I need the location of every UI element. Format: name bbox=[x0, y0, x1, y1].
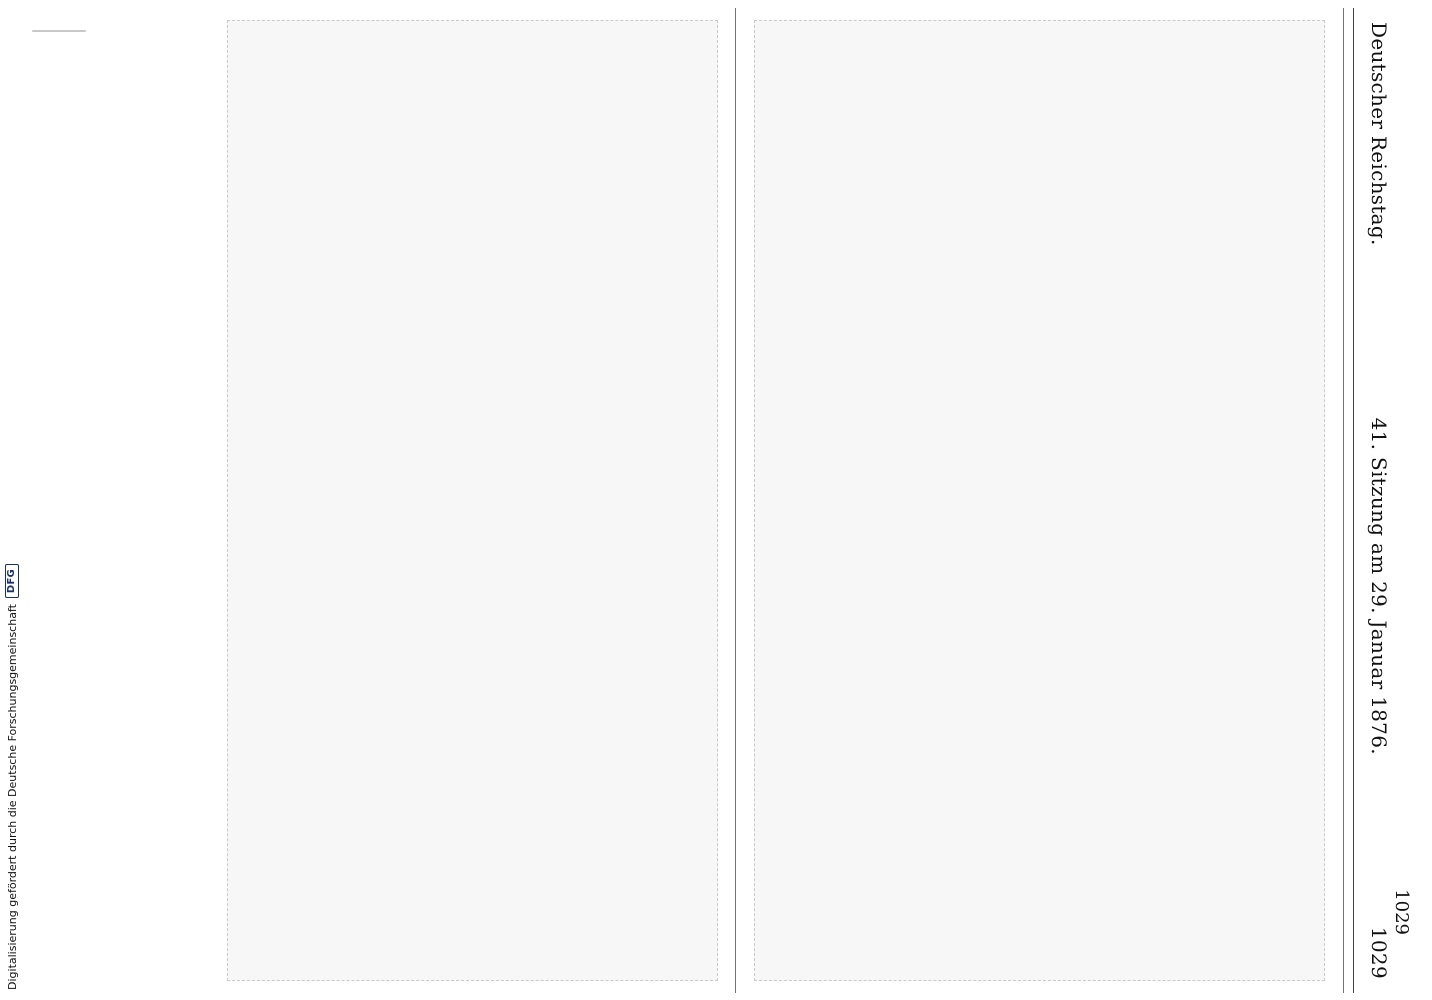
page-number: 1029 bbox=[1391, 889, 1412, 935]
column-divider-right bbox=[1343, 8, 1344, 993]
column-right bbox=[742, 8, 1337, 993]
running-head-line bbox=[1353, 8, 1405, 993]
column-left-text-block bbox=[227, 20, 718, 981]
running-head-center: 41. Sitzung am 29. Januar 1876. bbox=[1367, 417, 1392, 755]
printed-page bbox=[215, 8, 1412, 993]
column-left-inner bbox=[215, 8, 730, 993]
column-right-text-block bbox=[754, 20, 1325, 981]
attribution-text-line bbox=[0, 0, 24, 1000]
scan-smudge bbox=[32, 30, 86, 32]
attribution-text: Digitalisierung gefördert durch die Deutsche Forschungsgemeinschaft bbox=[5, 604, 19, 990]
column-divider-center bbox=[735, 8, 736, 993]
column-right-inner bbox=[742, 8, 1337, 993]
column-left bbox=[215, 8, 730, 993]
attribution-margin bbox=[0, 0, 24, 1000]
dfg-logo: DFG bbox=[5, 564, 19, 598]
running-head bbox=[1353, 8, 1405, 993]
running-head-left: Deutscher Reichstag. bbox=[1367, 22, 1392, 246]
running-head-right: 1029 bbox=[1367, 926, 1392, 979]
